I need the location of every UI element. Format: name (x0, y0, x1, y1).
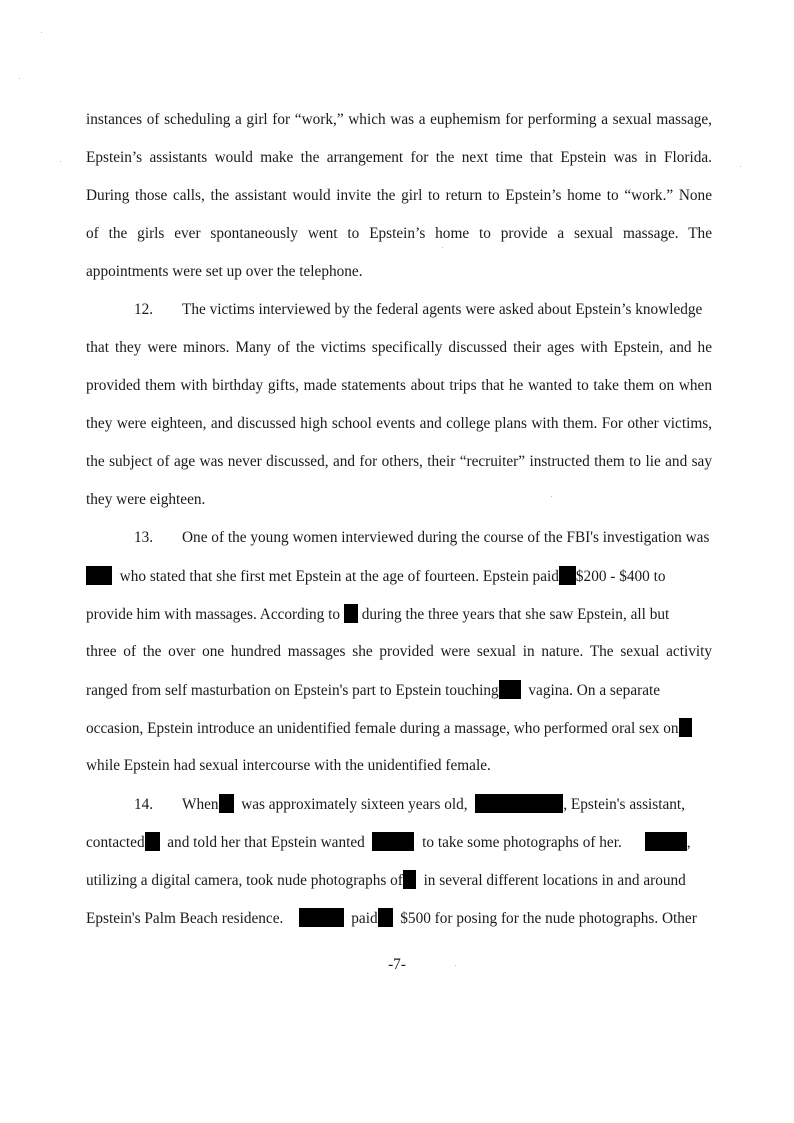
text-segment: ranged from self masturbation on Epstein's part to Epstein touching (86, 682, 499, 699)
redaction-block (86, 566, 112, 585)
paragraph-13-first-line (86, 528, 712, 548)
redaction-block (645, 832, 687, 851)
text-line: instances of scheduling a girl for “work,” which was a euphemism for performing a sexual massage, (86, 111, 712, 128)
text-line (86, 908, 712, 928)
text-segment: $500 for posing for the nude photographs. Other (400, 910, 697, 927)
text-line: appointments were set up over the telephone. (86, 263, 363, 280)
text-line (86, 870, 712, 890)
redaction-block (299, 908, 344, 927)
text-segment: occasion, Epstein introduce an unidentified female during a massage, who performed oral sex on (86, 720, 679, 737)
text-segment: provide him with massages. According to (86, 606, 341, 623)
text-line: Epstein’s assistants would make the arrangement for the next time that Epstein was in Florida. (86, 149, 712, 166)
scan-speck (551, 496, 552, 497)
scan-speck (60, 161, 61, 162)
text-line: three of the over one hundred massages she provided were sexual in nature. The sexual activity (86, 643, 712, 660)
text-segment: , Epstein's assistant, (563, 796, 685, 813)
text-segment: to take some photographs of her. (422, 834, 622, 851)
text-segment: was approximately sixteen years old, (241, 796, 468, 813)
scan-speck (19, 78, 20, 79)
redaction-block (559, 566, 576, 585)
text-segment: The victims interviewed by the federal agents were asked about Epstein’s knowledge (182, 301, 703, 318)
text-line (86, 604, 712, 624)
redaction-block (679, 718, 692, 737)
text-segment: One of the young women interviewed during the course of the FBI's investigation was (182, 529, 710, 546)
scan-speck (740, 166, 741, 167)
text-segment: paid (351, 910, 378, 927)
paragraph-number: 14. (134, 796, 154, 813)
paragraph-number: 13. (134, 529, 154, 546)
paragraph-14-first-line (86, 794, 712, 814)
page-number: -7- (388, 956, 406, 973)
redaction-block (475, 794, 563, 813)
scan-speck (442, 247, 443, 248)
text-line: they were eighteen, and discussed high school events and college plans with them. For other victims, (86, 415, 712, 432)
text-line: of the girls ever spontaneously went to Epstein’s home to provide a sexual massage. The (86, 225, 712, 242)
text-line (86, 680, 712, 700)
text-segment: during the three years that she saw Epstein, all but (361, 606, 670, 623)
text-line: that they were minors. Many of the victims specifically discussed their ages with Epstein, and he (86, 339, 712, 356)
paragraph-12-first-line (86, 300, 712, 320)
text-line: the subject of age was never discussed, and for others, their “recruiter” instructed them to lie and say (86, 453, 712, 470)
text-segment: Epstein's Palm Beach residence. (86, 910, 284, 927)
text-line: while Epstein had sexual intercourse with the unidentified female. (86, 757, 491, 774)
redaction-block (145, 832, 160, 851)
text-line: they were eighteen. (86, 491, 206, 508)
redaction-block (403, 870, 416, 889)
redaction-block (372, 832, 414, 851)
text-segment: , (686, 834, 691, 851)
text-line: provided them with birthday gifts, made statements about trips that he wanted to take them on when (86, 377, 712, 394)
redaction-block (344, 604, 358, 623)
text-line (86, 566, 712, 586)
text-line (86, 832, 712, 852)
text-segment: contacted (86, 834, 145, 851)
redaction-block (219, 794, 234, 813)
text-segment: in several different locations in and around (423, 872, 686, 889)
redaction-block (378, 908, 393, 927)
text-line: During those calls, the assistant would invite the girl to return to Epstein’s home to “work.” None (86, 187, 712, 204)
text-segment: When (182, 796, 219, 813)
text-segment: vagina. On a separate (528, 682, 661, 699)
text-segment: who stated that she first met Epstein at the age of fourteen. Epstein paid (119, 568, 559, 585)
text-segment: $200 - $400 to (575, 568, 666, 585)
scan-speck (455, 965, 456, 966)
paragraph-number: 12. (134, 301, 154, 318)
scan-speck (41, 32, 42, 33)
redaction-block (499, 680, 521, 699)
text-segment: and told her that Epstein wanted (167, 834, 365, 851)
text-line (86, 718, 712, 738)
text-segment: utilizing a digital camera, took nude photographs of (86, 872, 403, 889)
